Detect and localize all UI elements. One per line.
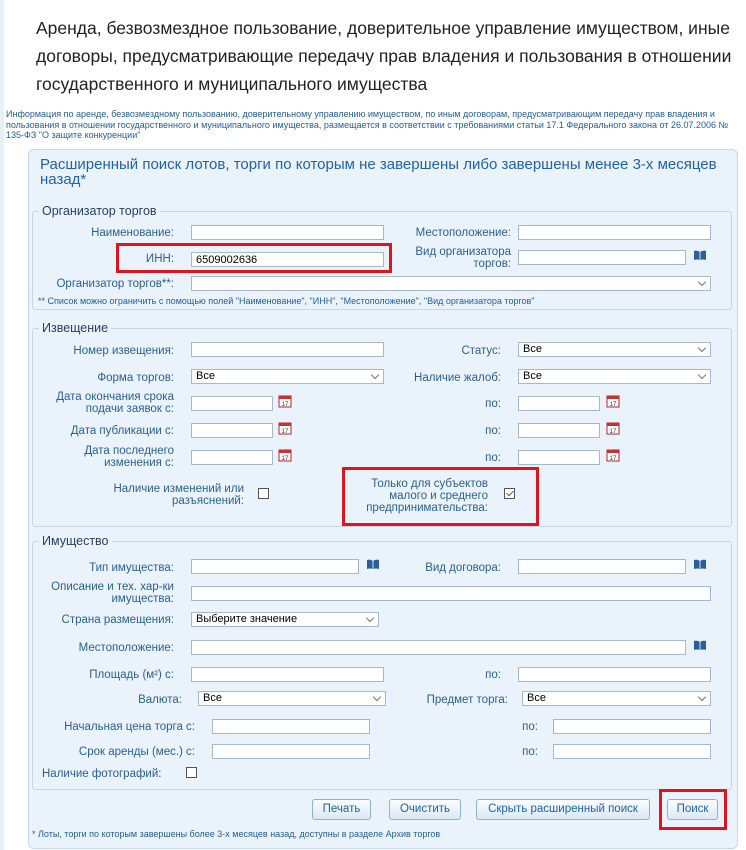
svg-text:17: 17 xyxy=(281,456,289,462)
archive-note: * Лоты, торги по которым завершены более 3-х месяцев назад, доступны в разделе Архив торгов xyxy=(32,829,441,839)
currency-select[interactable] xyxy=(198,691,386,706)
svg-text:17: 17 xyxy=(281,429,289,435)
changes-checkbox[interactable] xyxy=(258,488,269,499)
org-name-input[interactable] xyxy=(191,225,384,240)
page-title: Аренда, безвозмездное пользование, доверительное управление имуществом, иные договоры, предусматривающие передачу прав владения и пользования в отношении государственного и муниципального имущества xyxy=(36,18,732,94)
subject-label: Предмет торга: xyxy=(426,694,508,706)
trade-form-value: Все xyxy=(196,370,215,382)
pub-from-input[interactable] xyxy=(191,423,273,438)
complaints-label: Наличие жалоб: xyxy=(414,372,501,384)
currency-label: Валюта: xyxy=(138,694,182,706)
country-select[interactable] xyxy=(191,612,379,627)
deadline-from-input[interactable] xyxy=(191,396,273,411)
search-button[interactable]: Поиск xyxy=(667,799,718,820)
svg-text:17: 17 xyxy=(609,456,617,462)
contract-type-input[interactable] xyxy=(518,559,686,574)
organizer-select[interactable] xyxy=(191,276,711,291)
calendar-icon[interactable] xyxy=(278,448,292,462)
term-to-input[interactable] xyxy=(553,744,711,759)
complaints-select[interactable] xyxy=(518,369,711,384)
notice-number-label: Номер извещения: xyxy=(73,345,174,357)
photos-checkbox[interactable] xyxy=(186,767,197,778)
chevron-down-icon xyxy=(371,371,379,379)
area-to-input[interactable] xyxy=(518,667,711,682)
calendar-icon[interactable] xyxy=(606,421,620,435)
pub-date-label: Дата публикации с: xyxy=(70,425,174,437)
org-type-book-icon[interactable] xyxy=(693,250,707,261)
organizer-legend: Организатор торгов xyxy=(42,204,157,218)
chevron-down-icon xyxy=(698,693,706,701)
changed-to-label: по: xyxy=(485,452,501,464)
property-type-label: Тип имущества: xyxy=(89,562,174,574)
calendar-icon[interactable] xyxy=(606,448,620,462)
org-type-label: Вид организатора торгов: xyxy=(415,246,511,270)
description-label: Описание и тех. хар-ки имущества: xyxy=(51,581,174,605)
price-to-input[interactable] xyxy=(553,719,711,734)
pub-to-input[interactable] xyxy=(518,423,600,438)
search-button-highlight xyxy=(659,789,727,830)
org-location-input[interactable] xyxy=(518,225,711,240)
description-input[interactable] xyxy=(191,586,711,601)
sme-label: Только для субъектов малого и среднего предпринимательства: xyxy=(366,478,488,514)
price-from-input[interactable] xyxy=(212,719,370,734)
country-value: Выберите значение xyxy=(196,613,298,625)
term-from-input[interactable] xyxy=(212,744,370,759)
deadline-to-label: по: xyxy=(485,398,501,410)
svg-text:17: 17 xyxy=(609,429,617,435)
hide-advanced-search-button[interactable]: Скрыть расширенный поиск xyxy=(476,799,650,820)
organizer-label: Организатор торгов**: xyxy=(56,278,174,290)
term-label: Срок аренды (мес.) с: xyxy=(78,746,195,758)
org-name-label: Наименование: xyxy=(91,227,174,239)
country-label: Страна размещения: xyxy=(61,614,174,626)
changed-to-input[interactable] xyxy=(518,450,600,465)
calendar-icon[interactable] xyxy=(606,394,620,408)
complaints-value: Все xyxy=(523,370,542,382)
property-legend: Имущество xyxy=(42,534,109,548)
chevron-down-icon xyxy=(698,278,706,286)
property-type-input[interactable] xyxy=(191,559,359,574)
status-value: Все xyxy=(523,343,542,355)
deadline-label: Дата окончания срока подачи заявок с: xyxy=(56,391,174,415)
notice-legend: Извещение xyxy=(42,321,109,335)
deadline-to-input[interactable] xyxy=(518,396,600,411)
changed-date-label: Дата последнего изменения с: xyxy=(84,445,174,469)
photos-label: Наличие фотографий: xyxy=(42,768,162,780)
contract-type-book-icon[interactable] xyxy=(693,559,707,570)
trade-form-select[interactable] xyxy=(191,369,384,384)
status-label: Статус: xyxy=(461,345,501,357)
svg-text:17: 17 xyxy=(281,402,289,408)
property-type-book-icon[interactable] xyxy=(366,559,380,570)
currency-value: Все xyxy=(203,692,222,704)
term-to-label: по: xyxy=(522,746,538,758)
trade-form-label: Форма торгов: xyxy=(97,372,174,384)
pub-to-label: по: xyxy=(485,425,501,437)
price-to-label: по: xyxy=(522,721,538,733)
changed-from-input[interactable] xyxy=(191,450,273,465)
inn-label: ИНН: xyxy=(145,253,174,265)
print-button[interactable]: Печать xyxy=(312,799,371,820)
calendar-icon[interactable] xyxy=(278,421,292,435)
chevron-down-icon xyxy=(698,371,706,379)
svg-text:17: 17 xyxy=(609,402,617,408)
calendar-icon[interactable] xyxy=(278,394,292,408)
price-label: Начальная цена торга с: xyxy=(64,721,195,733)
area-to-label: по: xyxy=(485,669,501,681)
location-book-icon[interactable] xyxy=(693,640,707,651)
property-location-input[interactable] xyxy=(191,640,686,655)
chevron-down-icon xyxy=(373,693,381,701)
org-type-input[interactable] xyxy=(518,250,686,265)
sme-highlight xyxy=(342,467,539,526)
changes-label: Наличие изменений или разъяснений: xyxy=(113,483,244,507)
chevron-down-icon xyxy=(366,614,374,622)
search-title: Расширенный поиск лотов, торги по которым не завершены либо завершены менее 3-х месяцев назад* xyxy=(40,156,717,188)
subject-select[interactable] xyxy=(522,691,711,706)
area-label: Площадь (м²) с: xyxy=(89,669,174,681)
notice-number-input[interactable] xyxy=(191,342,384,357)
subject-value: Все xyxy=(527,692,546,704)
chevron-down-icon xyxy=(698,344,706,352)
left-edge xyxy=(0,0,4,850)
area-from-input[interactable] xyxy=(191,667,384,682)
organizer-footnote: ** Список можно ограничить с помощью полей "Наименование", "ИНН", "Местоположение", "Вид организатора торгов" xyxy=(38,296,535,306)
status-select[interactable] xyxy=(518,342,711,357)
info-text: Информация по аренде, безвозмездному пользованию, доверительному управлению имуществом, по иным договорам, предусматривающим передачу прав владения и пользования в отношении государственного и муниципального имущества, размещается в соответствии с требованиями статьи 17.1 Федерального закона от 26.07.2006 № 135-ФЗ "О защите конкуренции" xyxy=(6,109,729,140)
clear-button[interactable]: Очистить xyxy=(389,799,461,820)
contract-type-label: Вид договора: xyxy=(425,562,501,574)
org-location-label: Местоположение: xyxy=(415,227,511,239)
inn-highlight xyxy=(116,243,392,273)
property-location-label: Местоположение: xyxy=(78,642,174,654)
